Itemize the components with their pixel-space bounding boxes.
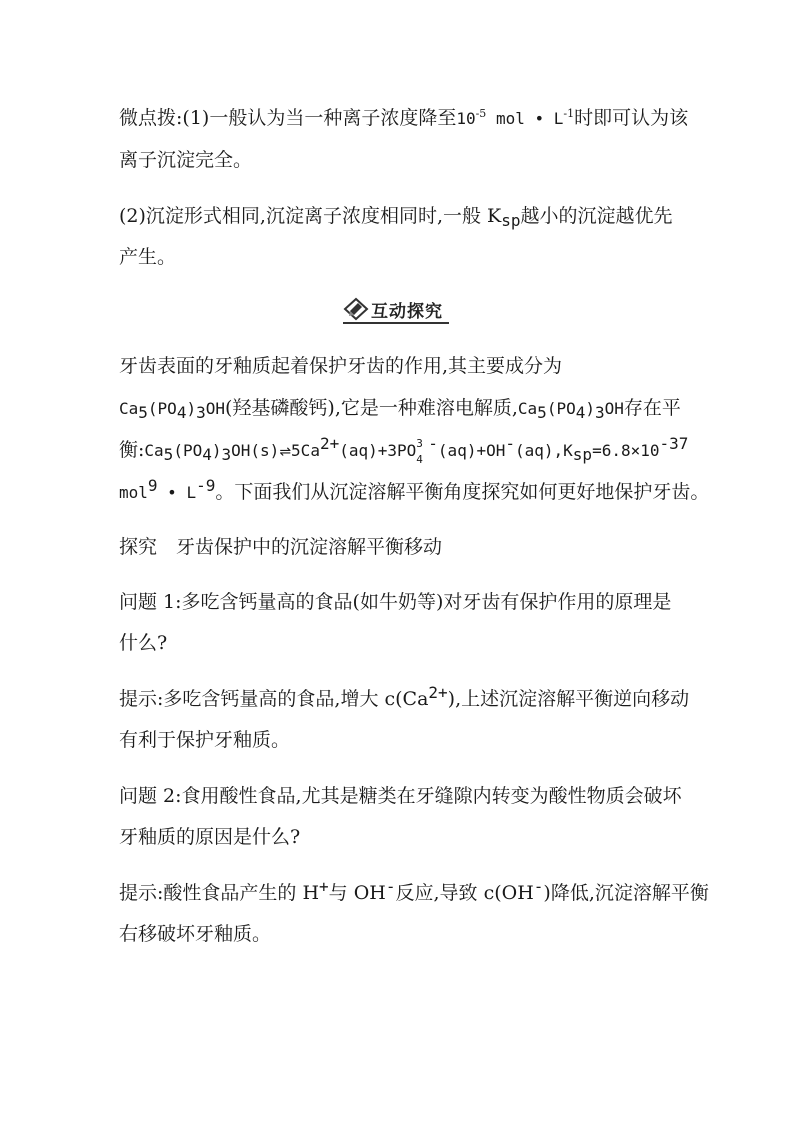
ksp-unit-l: • L	[157, 483, 197, 502]
explore-title: 探究 牙齿保护中的沉淀溶解平衡移动	[119, 536, 443, 558]
answer-2-oh-charge: -	[385, 877, 396, 896]
eq-ca: Ca	[144, 441, 164, 460]
micro-tip-prefix: 微点拨:(1)一般认为当一种离子浓度降至	[119, 107, 457, 129]
formula-paren: )	[186, 399, 197, 418]
eq-po-charge-stack	[416, 437, 428, 466]
concentration-unit: mol • L	[486, 109, 564, 128]
pencil-diamond-icon	[343, 296, 369, 322]
micro-tip-suffix: 时即可认为该	[574, 107, 689, 129]
formula-ca-2: Ca	[517, 399, 538, 418]
formula-po-sub-2: 4	[575, 403, 586, 422]
question-2-line-2: 牙釉质的原因是什么?	[119, 826, 301, 848]
answer-2-line-2: 右移破坏牙釉质。	[119, 923, 272, 945]
concentration-base: 10	[456, 109, 476, 128]
eq-aq-1: (aq)+3	[339, 441, 398, 460]
equilibrium-label: 衡:	[119, 439, 145, 461]
eq-oh-solid: OH(s)	[231, 441, 280, 460]
micro-tip-p2-prefix: (2)沉淀形式相同,沉淀离子浓度相同时,一般 K	[119, 205, 502, 227]
eq-ca-charge: 2+	[319, 434, 340, 453]
eq-ksp-value: =6.8×10	[592, 441, 660, 460]
question-1-line-2: 什么?	[119, 632, 168, 654]
answer-2-prefix: 提示:酸性食品产生的 H	[119, 882, 320, 904]
intro-mid-text: (羟基磷酸钙),它是一种难溶电解质,	[225, 397, 518, 419]
formula-oh: OH	[205, 399, 225, 418]
answer-2-suffix: )降低,沉淀溶解平衡	[543, 882, 709, 904]
eq-ksp-sub: sp	[572, 445, 593, 464]
eq-paren: )	[211, 441, 222, 460]
interactive-explore-badge	[343, 296, 449, 322]
intro-line-4	[119, 476, 710, 505]
ksp-subscript: sp	[501, 211, 521, 230]
micro-tip-line-2: 离子沉淀完全。	[119, 149, 253, 171]
answer-1-suffix: ),上述沉淀溶解平衡逆向移动	[447, 688, 690, 710]
intro-line-2-end: 存在平	[623, 397, 681, 419]
ksp-unit-mol: mol	[119, 483, 148, 502]
eq-ca-ion: 5Ca	[291, 441, 320, 460]
eq-po: (PO	[173, 441, 203, 460]
equilibrium-arrow-icon: ⇌	[279, 444, 292, 460]
formula-three: 3	[196, 403, 206, 422]
answer-2-line-1	[119, 877, 709, 905]
intro-line-3-equilibrium	[119, 434, 699, 466]
answer-2-h-charge: +	[319, 877, 329, 896]
answer-1-prefix: 提示:多吃含钙量高的食品,增大 c(Ca	[119, 688, 429, 710]
answer-2-mid: 与 OH	[328, 882, 386, 904]
question-2-line-1: 问题 2:食用酸性食品,尤其是糖类在牙缝隙内转变为酸性物质会破坏	[119, 785, 682, 807]
eq-ca-sub: 5	[163, 445, 174, 464]
ksp-unit-l-exp: -9	[196, 476, 216, 495]
micro-tip-p2-suffix: 越小的沉淀越优先	[520, 205, 673, 227]
eq-oh-charge: -	[505, 434, 515, 453]
formula-paren-2: )	[585, 399, 595, 418]
answer-1-line-2: 有利于保护牙釉质。	[119, 729, 291, 751]
intro-line-2	[119, 396, 699, 421]
eq-aq-3: (aq),K	[515, 441, 573, 460]
formula-po-2: (PO	[546, 399, 576, 418]
eq-three: 3	[221, 445, 232, 464]
eq-po-charge-sign: -	[428, 434, 438, 453]
badge-label: 互动探究	[371, 301, 443, 322]
formula-ca: Ca	[119, 399, 139, 418]
badge-underline	[343, 322, 449, 324]
formula-po: (PO	[147, 399, 177, 418]
unit-exponent: -1	[563, 107, 575, 120]
ksp-unit-mol-exp: 9	[147, 476, 158, 495]
formula-three-2: 3	[595, 403, 605, 422]
micro-tip-p2-line-1	[119, 204, 699, 228]
concentration-exponent: -5	[475, 107, 487, 120]
micro-tip-p2-line-2: 产生。	[119, 246, 177, 268]
micro-tip-line-1	[119, 106, 699, 131]
intro-line-1: 牙齿表面的牙釉质起着保护牙齿的作用,其主要成分为	[119, 355, 563, 377]
eq-aq-2: (aq)+OH	[437, 441, 506, 460]
formula-ca-sub: 5	[138, 403, 148, 422]
formula-po-sub: 4	[176, 403, 187, 422]
eq-po-charge: 3	[416, 437, 423, 450]
answer-2-oh-charge-2: -	[533, 877, 544, 896]
eq-ksp-exponent: -37	[659, 434, 689, 453]
formula-oh-2: OH	[604, 399, 624, 418]
eq-po-ion: PO	[397, 441, 417, 460]
eq-po-sub-bottom: 4	[416, 453, 423, 466]
eq-po-sub: 4	[202, 445, 212, 464]
answer-1-line-1	[119, 683, 699, 711]
formula-ca-sub-2: 5	[537, 403, 547, 422]
intro-line-4-rest: 。下面我们从沉淀溶解平衡角度探究如何更好地保护牙齿。	[215, 481, 710, 503]
answer-1-ca-charge: 2+	[428, 683, 448, 702]
question-1-line-1: 问题 1:多吃含钙量高的食品(如牛奶等)对牙齿有保护作用的原理是	[119, 591, 672, 613]
answer-2-mid-2: 反应,导致 c(OH	[395, 882, 534, 904]
